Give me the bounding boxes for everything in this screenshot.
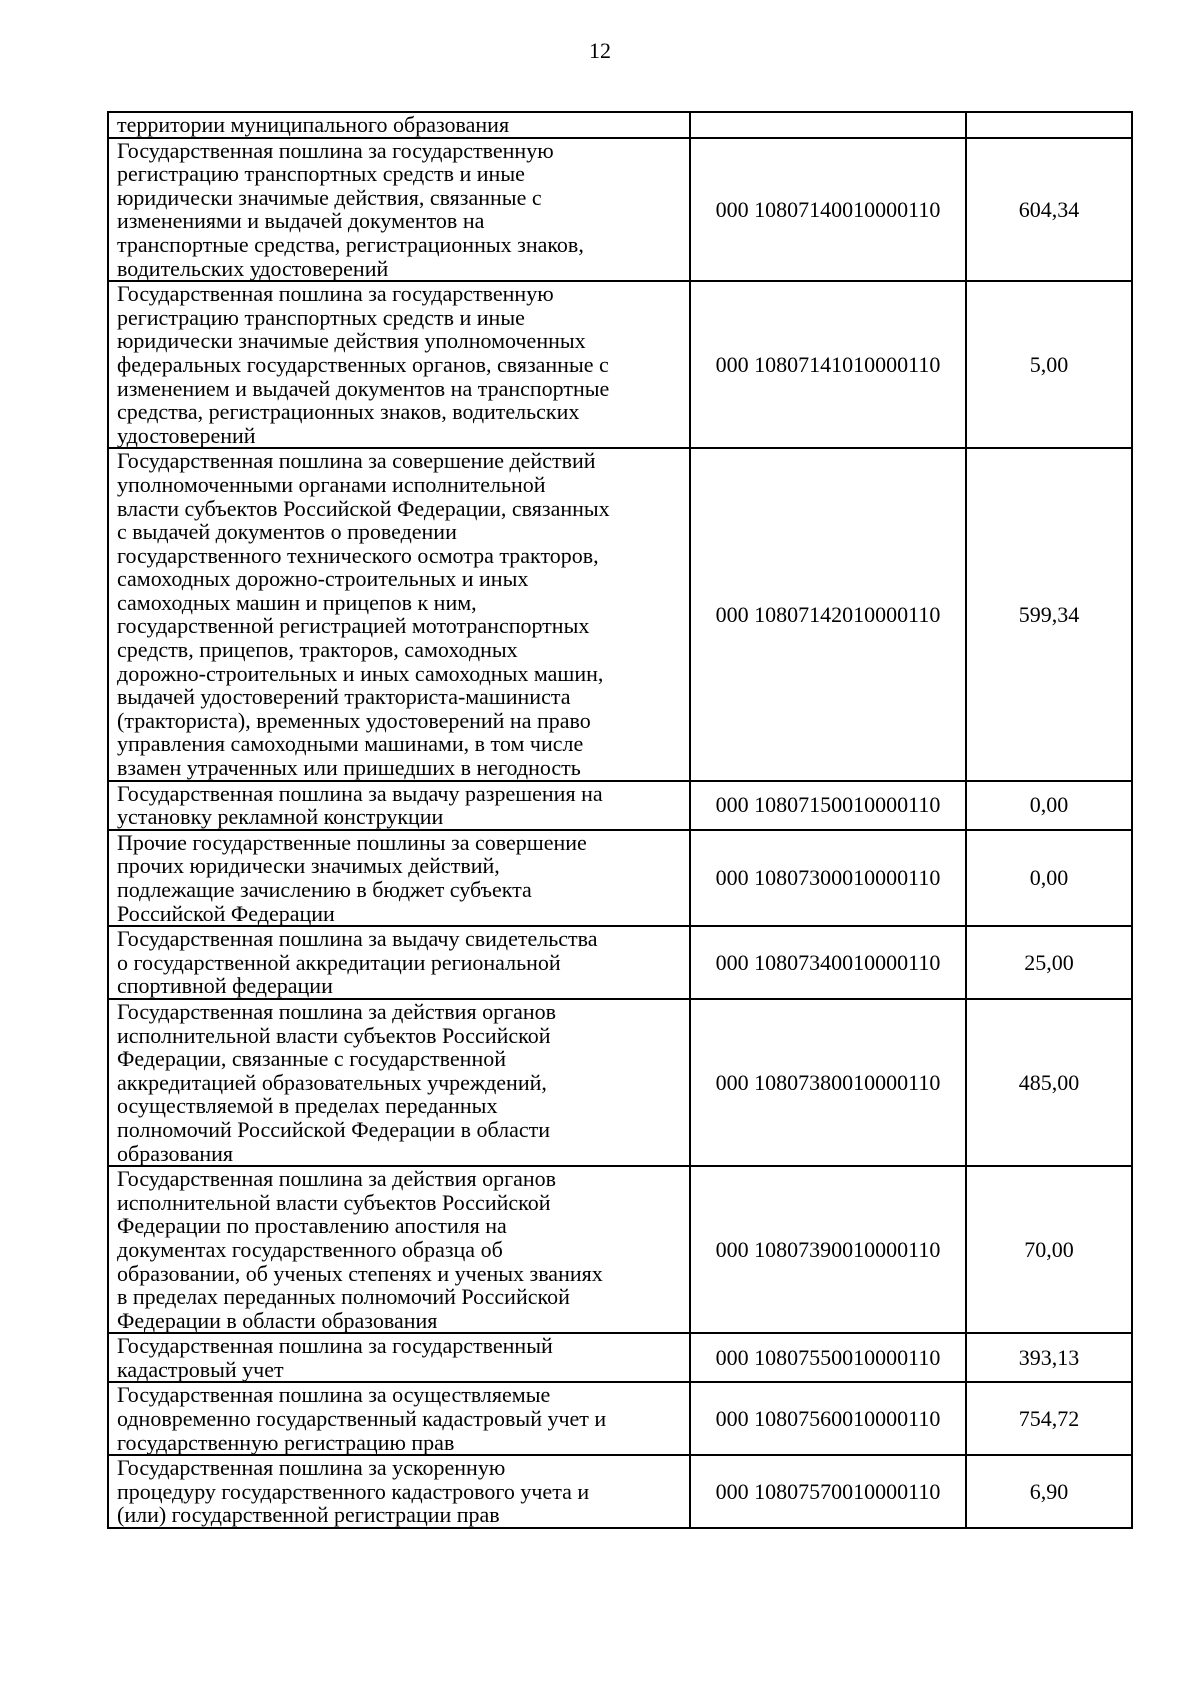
- revenue-name-line: удостоверений: [117, 422, 256, 448]
- revenue-name-line: Государственная пошлина за осуществляемые: [117, 1382, 551, 1408]
- revenue-name-line: исполнительной власти субъектов Российской: [117, 1189, 551, 1215]
- revenue-name-cell: [108, 1455, 690, 1528]
- revenue-name-line: Федерации по проставлению апостиля на: [117, 1213, 507, 1239]
- revenue-name-line: самоходных дорожно-строительных и иных: [117, 566, 529, 592]
- revenue-name-line: Государственная пошлина за государственную: [117, 281, 554, 307]
- revenue-name-line: уполномоченными органами исполнительной: [117, 471, 546, 497]
- revenue-name-line: кадастровый учет: [117, 1356, 284, 1382]
- revenue-name-line: подлежащие зачислению в бюджет субъекта: [117, 877, 532, 902]
- page-number: 12: [589, 38, 611, 63]
- table-row: [108, 781, 1132, 830]
- table-row: [108, 1455, 1132, 1528]
- revenue-name-line: регистрацию транспортных средств и иные: [117, 161, 525, 187]
- amount-cell: 25,00: [966, 926, 1132, 999]
- revenue-name-line: юридически значимые действия уполномоченных: [117, 328, 586, 354]
- budget-code-cell: 000 10807141010000110: [690, 281, 966, 448]
- revenue-name-cell: [108, 281, 690, 448]
- revenue-name-line: регистрацию транспортных средств и иные: [117, 304, 525, 330]
- revenue-name-cell: [108, 138, 690, 282]
- table-row: [108, 1333, 1132, 1382]
- revenue-name-line: Государственная пошлина за государственную: [117, 137, 554, 163]
- budget-code-cell: 000 10807550010000110: [690, 1333, 966, 1382]
- revenue-name-line: с выдачей документов о проведении: [117, 519, 457, 545]
- revenue-name-cell: [108, 1166, 690, 1333]
- revenue-name-line: государственной регистрацией мототранспортных: [117, 613, 590, 639]
- revenue-name-line: изменением и выдачей документов на транспортные: [117, 375, 610, 401]
- table-row: [108, 999, 1132, 1166]
- revenue-name-line: выдачей удостоверений тракториста-машиниста: [117, 684, 571, 710]
- revenue-name-line: Государственная пошлина за ускоренную: [117, 1455, 506, 1481]
- budget-code-cell: 000 10807570010000110: [690, 1455, 966, 1528]
- table-row: [108, 112, 1132, 138]
- table-row: [108, 830, 1132, 926]
- budget-code-cell: 000 10807390010000110: [690, 1166, 966, 1333]
- revenue-name-cell: [108, 1382, 690, 1455]
- table-row: [108, 926, 1132, 999]
- revenue-name-line: Государственная пошлина за выдачу свидетельства: [117, 926, 598, 952]
- budget-code-cell: 000 10807142010000110: [690, 448, 966, 780]
- budget-code-cell: 000 10807380010000110: [690, 999, 966, 1166]
- revenue-name-line: Государственная пошлина за действия органов: [117, 1166, 557, 1192]
- amount-cell: 70,00: [966, 1166, 1132, 1333]
- revenue-name-line: средств, прицепов, тракторов, самоходных: [117, 637, 518, 663]
- table-row: [108, 281, 1132, 448]
- revenue-name-line: государственного технического осмотра тракторов,: [117, 542, 599, 568]
- revenue-name-line: спортивной федерации: [117, 973, 333, 999]
- revenue-name-line: федеральных государственных органов, связанные с: [117, 351, 609, 377]
- table-body: [108, 112, 1132, 1528]
- revenue-name-cell: [108, 999, 690, 1166]
- revenue-name-line: государственную регистрацию прав: [117, 1429, 455, 1455]
- revenue-name-line: полномочий Российской Федерации в области: [117, 1116, 551, 1142]
- revenue-name-line: дорожно-строительных и иных самоходных машин,: [117, 660, 604, 686]
- revenue-name-line: Прочие государственные пошлины за совершение: [117, 829, 587, 855]
- amount-cell: 754,72: [966, 1382, 1132, 1455]
- revenue-name-cell: [108, 926, 690, 999]
- amount-cell: 5,00: [966, 281, 1132, 448]
- budget-revenue-table: [107, 111, 1133, 1529]
- revenue-name-line: водительских удостоверений: [117, 255, 389, 281]
- revenue-name-line: установку рекламной конструкции: [117, 804, 444, 830]
- revenue-name-cell: [108, 448, 690, 780]
- revenue-name-line: транспортные средства, регистрационных знаков,: [117, 231, 584, 257]
- budget-code-cell: 000 10807340010000110: [690, 926, 966, 999]
- revenue-name-line: Государственная пошлина за совершение действий: [117, 448, 596, 474]
- revenue-name-line: в пределах переданных полномочий Российской: [117, 1284, 570, 1310]
- revenue-name-line: Российской Федерации: [117, 900, 335, 926]
- revenue-name-line: управления самоходными машинами, в том числе: [117, 731, 584, 757]
- revenue-name-line: образования: [117, 1140, 234, 1166]
- revenue-name-cell: [108, 781, 690, 830]
- revenue-name-line: Государственная пошлина за государственный: [117, 1333, 553, 1359]
- revenue-name-line: Федерации в области образования: [117, 1307, 438, 1333]
- table-row: [108, 1382, 1132, 1455]
- budget-code-cell: [690, 112, 966, 138]
- revenue-name-line: Федерации, связанные с государственной: [117, 1046, 506, 1072]
- budget-code-cell: 000 10807140010000110: [690, 138, 966, 282]
- revenue-name-cell: [108, 830, 690, 926]
- table-row: [108, 138, 1132, 282]
- amount-cell: 6,90: [966, 1455, 1132, 1528]
- budget-code-cell: 000 10807150010000110: [690, 781, 966, 830]
- revenue-name-line: аккредитацией образовательных учреждений,: [117, 1069, 547, 1095]
- budget-code-cell: 000 10807300010000110: [690, 830, 966, 926]
- revenue-name-line: одновременно государственный кадастровый учет и: [117, 1406, 607, 1432]
- revenue-name-line: средства, регистрационных знаков, водительских: [117, 399, 580, 425]
- budget-code-cell: 000 10807560010000110: [690, 1382, 966, 1455]
- amount-cell: [966, 112, 1132, 138]
- table-row: [108, 1166, 1132, 1333]
- revenue-name-line: самоходных машин и прицепов к ним,: [117, 589, 477, 615]
- revenue-name-line: Государственная пошлина за выдачу разрешения на: [117, 780, 603, 806]
- revenue-name-cell: [108, 1333, 690, 1382]
- revenue-name-line: взамен утраченных или пришедших в негодность: [117, 755, 581, 781]
- revenue-name-line: изменениями и выдачей документов на: [117, 208, 485, 234]
- revenue-name-cell: [108, 112, 690, 138]
- revenue-name-line: образовании, об ученых степенях и ученых званиях: [117, 1260, 603, 1286]
- amount-cell: 599,34: [966, 448, 1132, 780]
- amount-cell: 604,34: [966, 138, 1132, 282]
- revenue-name-line: процедуру государственного кадастрового учета и: [117, 1478, 590, 1504]
- revenue-name-line: юридически значимые действия, связанные с: [117, 184, 542, 210]
- amount-cell: 0,00: [966, 781, 1132, 830]
- amount-cell: 393,13: [966, 1333, 1132, 1382]
- revenue-name-line: о государственной аккредитации региональной: [117, 949, 561, 975]
- revenue-name-line: документах государственного образца об: [117, 1236, 503, 1262]
- revenue-name-line: Государственная пошлина за действия органов: [117, 998, 557, 1024]
- revenue-name-line: прочих юридически значимых действий,: [117, 853, 500, 879]
- table-row: [108, 448, 1132, 780]
- amount-cell: 485,00: [966, 999, 1132, 1166]
- revenue-name-line: (или) государственной регистрации прав: [117, 1502, 500, 1528]
- revenue-name-line: территории муниципального образования: [117, 112, 510, 137]
- revenue-name-line: исполнительной власти субъектов Российской: [117, 1022, 551, 1048]
- revenue-name-line: власти субъектов Российской Федерации, связанных: [117, 495, 610, 521]
- revenue-name-line: (тракториста), временных удостоверений на право: [117, 707, 591, 733]
- amount-cell: 0,00: [966, 830, 1132, 926]
- revenue-name-line: осуществляемой в пределах переданных: [117, 1093, 498, 1119]
